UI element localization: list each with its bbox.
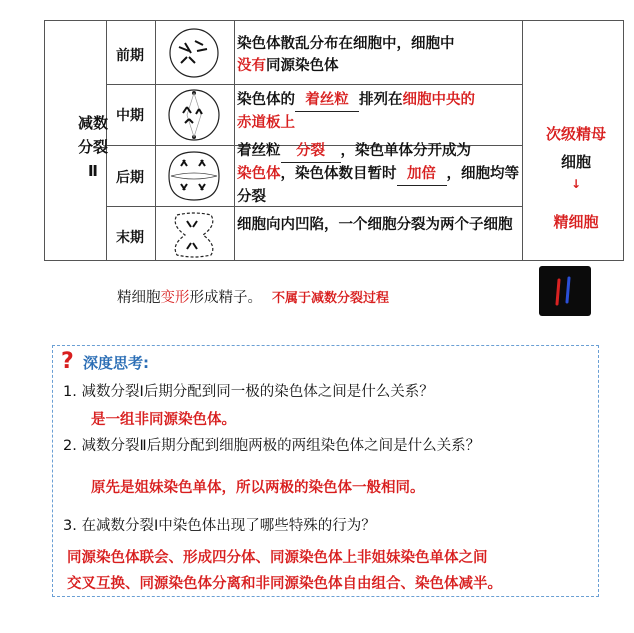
metaphase-blank-1: 着丝粒 [295, 89, 359, 112]
anaphase-blank-1: 分裂 [281, 140, 341, 163]
answer-3-line-2: 交叉互换、同源染色体分离和非同源染色体自由组合、染色体减半。 [67, 576, 502, 592]
metaphase-text-2: 排列在 [359, 92, 403, 108]
phase-anaphase: 后期 [116, 170, 144, 186]
answer-1: 是一组非同源染色体。 [91, 412, 236, 428]
question-3: 3. 在减数分裂Ⅰ中染色体出现了哪些特殊的行为？ [63, 518, 376, 534]
result-middle: 细胞 [560, 153, 591, 171]
result-bottom: 精细胞 [553, 213, 599, 231]
anaphase-cell-drawing [157, 148, 231, 204]
prophase-text-2: 没有 [237, 58, 266, 74]
prophase-description [237, 33, 522, 77]
sperm-note [117, 286, 389, 307]
phase-telophase: 末期 [116, 230, 144, 246]
telophase-cell-drawing [157, 209, 231, 261]
metaphase-text-4: 赤道板上 [237, 115, 295, 131]
note-suffix: 形成精子。 [189, 290, 262, 306]
answer-3-line-1: 同源染色体联会、形成四分体、同源染色体上非姐妹染色单体之间 [67, 550, 488, 566]
deep-thinking-box [52, 345, 599, 597]
svg-text:?: ? [61, 349, 74, 374]
metaphase-text-1: 染色体的 [237, 92, 295, 108]
meiosis-table [44, 20, 624, 261]
note-red: 变形 [160, 290, 190, 306]
stage-label-text2: 分裂Ⅱ [77, 138, 108, 180]
question-1: 1. 减数分裂Ⅰ后期分配到同一极的染色体之间是什么关系？ [63, 384, 434, 400]
anaphase-text-2: ，染色单体分开成为 [340, 143, 471, 159]
metaphase-cell-drawing [157, 87, 231, 143]
anaphase-description [237, 140, 522, 208]
telophase-description: 细胞向内凹陷，一个细胞分裂为两个子细胞 [237, 217, 513, 233]
prophase-cell-drawing [157, 25, 231, 81]
result-top: 次级精母 [545, 125, 606, 143]
down-arrow-icon: ↓ [570, 177, 582, 191]
phase-prophase: 前期 [116, 48, 144, 64]
think-title: 深度思考: [83, 354, 149, 372]
note-tag: 不属于减数分裂过程 [272, 291, 390, 306]
anaphase-text-4: ，染色体数目暂时 [280, 166, 397, 182]
anaphase-text-5: ，细胞均等分裂 [237, 166, 519, 205]
prophase-text-1: 染色体散乱分布在细胞中，细胞中 [237, 36, 455, 52]
chromosome-photo [539, 266, 591, 316]
chromosome-image-icon [539, 266, 591, 316]
stage-label [75, 111, 111, 183]
anaphase-text-1: 着丝粒 [237, 143, 281, 159]
metaphase-text-3: 细胞中央的 [402, 92, 475, 108]
question-mark-icon [59, 348, 81, 374]
metaphase-description [237, 89, 522, 134]
phase-metaphase: 中期 [116, 108, 144, 124]
prophase-text-3: 同源染色体 [266, 58, 339, 74]
anaphase-blank-2: 加倍 [397, 163, 447, 186]
stage-label-text: 减数 [77, 114, 108, 132]
answer-2: 原先是姐妹染色单体，所以两极的染色体一般相同。 [91, 480, 425, 496]
anaphase-text-3: 染色体 [237, 166, 281, 182]
note-prefix: 精细胞 [117, 290, 161, 306]
question-2: 2. 减数分裂Ⅱ后期分配到细胞两极的两组染色体之间是什么关系？ [63, 438, 481, 454]
